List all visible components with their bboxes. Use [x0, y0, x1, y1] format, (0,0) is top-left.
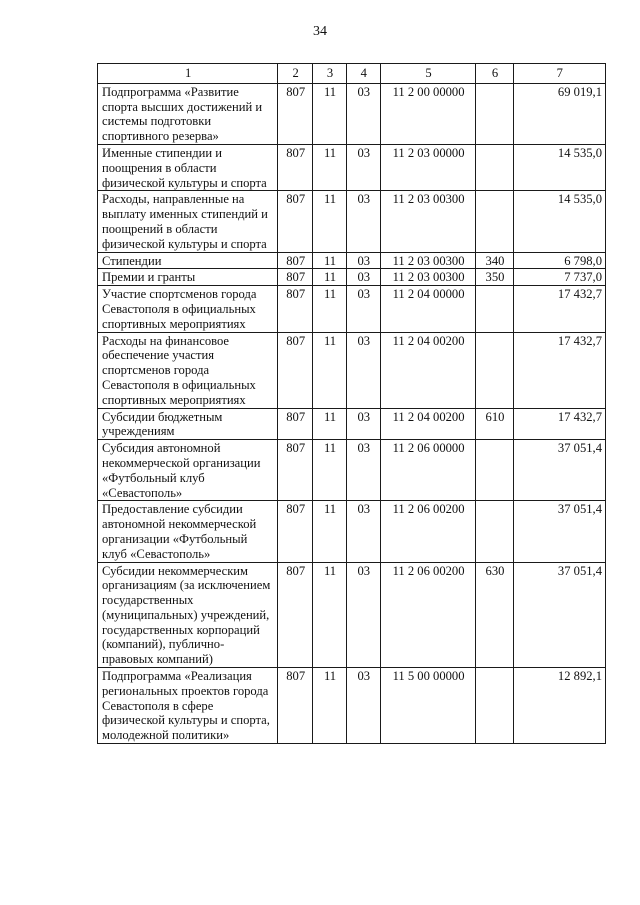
- subsection-code: 03: [346, 501, 380, 562]
- expense-type-code: 610: [476, 408, 513, 440]
- target-item-code: 11 2 03 00000: [380, 144, 476, 190]
- amount: 14 535,0: [513, 191, 605, 252]
- expense-type-code: [476, 501, 513, 562]
- target-item-code: 11 2 06 00200: [380, 562, 476, 668]
- row-name: Подпрограмма «Реализация региональных проектов города Севастополя в сфере физической культуры и спорта, молодежной политики»: [98, 668, 278, 744]
- expense-type-code: [476, 332, 513, 408]
- target-item-code: 11 2 04 00200: [380, 408, 476, 440]
- section-code: 11: [313, 144, 347, 190]
- ministry-code: 807: [278, 501, 313, 562]
- amount: 14 535,0: [513, 144, 605, 190]
- row-name: Именные стипендии и поощрения в области физической культуры и спорта: [98, 144, 278, 190]
- target-item-code: 11 2 06 00000: [380, 440, 476, 501]
- column-header: 2: [278, 64, 313, 84]
- column-header: 3: [313, 64, 347, 84]
- amount: 17 432,7: [513, 332, 605, 408]
- table-row: [98, 191, 606, 252]
- row-name: Расходы, направленные на выплату именных стипендий и поощрений в области физической культуры и спорта: [98, 191, 278, 252]
- ministry-code: 807: [278, 286, 313, 332]
- amount: 6 798,0: [513, 252, 605, 269]
- ministry-code: 807: [278, 668, 313, 744]
- row-name: Субсидии некоммерческим организациям (за исключением государственных (муниципальных) учреждений, государственных корпораций (компаний), публично-правовых компаний): [98, 562, 278, 668]
- expense-type-code: [476, 83, 513, 144]
- amount: 37 051,4: [513, 562, 605, 668]
- section-code: 11: [313, 562, 347, 668]
- subsection-code: 03: [346, 191, 380, 252]
- subsection-code: 03: [346, 562, 380, 668]
- expense-type-code: 630: [476, 562, 513, 668]
- subsection-code: 03: [346, 440, 380, 501]
- row-name: Стипендии: [98, 252, 278, 269]
- section-code: 11: [313, 408, 347, 440]
- row-name: Субсидии бюджетным учреждениям: [98, 408, 278, 440]
- ministry-code: 807: [278, 332, 313, 408]
- ministry-code: 807: [278, 252, 313, 269]
- page-number: 34: [313, 24, 327, 39]
- table-row: [98, 332, 606, 408]
- section-code: 11: [313, 332, 347, 408]
- table-row: [98, 269, 606, 286]
- table-row: [98, 83, 606, 144]
- ministry-code: 807: [278, 269, 313, 286]
- table-row: [98, 252, 606, 269]
- target-item-code: 11 2 00 00000: [380, 83, 476, 144]
- amount: 37 051,4: [513, 440, 605, 501]
- section-code: 11: [313, 440, 347, 501]
- ministry-code: 807: [278, 83, 313, 144]
- table-row: [98, 144, 606, 190]
- amount: 7 737,0: [513, 269, 605, 286]
- ministry-code: 807: [278, 562, 313, 668]
- column-header: 1: [98, 64, 278, 84]
- target-item-code: 11 5 00 00000: [380, 668, 476, 744]
- expense-type-code: [476, 144, 513, 190]
- section-code: 11: [313, 83, 347, 144]
- subsection-code: 03: [346, 252, 380, 269]
- section-code: 11: [313, 286, 347, 332]
- amount: 12 892,1: [513, 668, 605, 744]
- section-code: 11: [313, 191, 347, 252]
- row-name: Участие спортсменов города Севастополя в официальных спортивных мероприятиях: [98, 286, 278, 332]
- expense-type-code: [476, 440, 513, 501]
- target-item-code: 11 2 04 00200: [380, 332, 476, 408]
- subsection-code: 03: [346, 668, 380, 744]
- table-header-row: [98, 64, 606, 84]
- table-row: [98, 408, 606, 440]
- subsection-code: 03: [346, 83, 380, 144]
- target-item-code: 11 2 03 00300: [380, 191, 476, 252]
- amount: 17 432,7: [513, 408, 605, 440]
- ministry-code: 807: [278, 191, 313, 252]
- table-row: [98, 501, 606, 562]
- target-item-code: 11 2 03 00300: [380, 269, 476, 286]
- table-row: [98, 286, 606, 332]
- section-code: 11: [313, 501, 347, 562]
- target-item-code: 11 2 03 00300: [380, 252, 476, 269]
- section-code: 11: [313, 668, 347, 744]
- subsection-code: 03: [346, 408, 380, 440]
- expense-type-code: 350: [476, 269, 513, 286]
- column-header: 7: [513, 64, 605, 84]
- ministry-code: 807: [278, 144, 313, 190]
- row-name: Расходы на финансовое обеспечение участия спортсменов города Севастополя в официальных спортивных мероприятиях: [98, 332, 278, 408]
- table-row: [98, 562, 606, 668]
- expense-type-code: [476, 668, 513, 744]
- column-header: 5: [380, 64, 476, 84]
- subsection-code: 03: [346, 269, 380, 286]
- subsection-code: 03: [346, 332, 380, 408]
- column-header: 4: [346, 64, 380, 84]
- ministry-code: 807: [278, 440, 313, 501]
- row-name: Субсидия автономной некоммерческой организации «Футбольный клуб «Севастополь»: [98, 440, 278, 501]
- column-header: 6: [476, 64, 513, 84]
- table-row: [98, 440, 606, 501]
- expense-type-code: [476, 286, 513, 332]
- table-row: [98, 668, 606, 744]
- section-code: 11: [313, 252, 347, 269]
- amount: 37 051,4: [513, 501, 605, 562]
- section-code: 11: [313, 269, 347, 286]
- row-name: Подпрограмма «Развитие спорта высших достижений и системы подготовки спортивного резерва»: [98, 83, 278, 144]
- target-item-code: 11 2 06 00200: [380, 501, 476, 562]
- amount: 69 019,1: [513, 83, 605, 144]
- expense-type-code: 340: [476, 252, 513, 269]
- budget-table: [97, 63, 606, 744]
- target-item-code: 11 2 04 00000: [380, 286, 476, 332]
- row-name: Предоставление субсидии автономной некоммерческой организации «Футбольный клуб «Севастополь»: [98, 501, 278, 562]
- subsection-code: 03: [346, 286, 380, 332]
- ministry-code: 807: [278, 408, 313, 440]
- subsection-code: 03: [346, 144, 380, 190]
- row-name: Премии и гранты: [98, 269, 278, 286]
- expense-type-code: [476, 191, 513, 252]
- amount: 17 432,7: [513, 286, 605, 332]
